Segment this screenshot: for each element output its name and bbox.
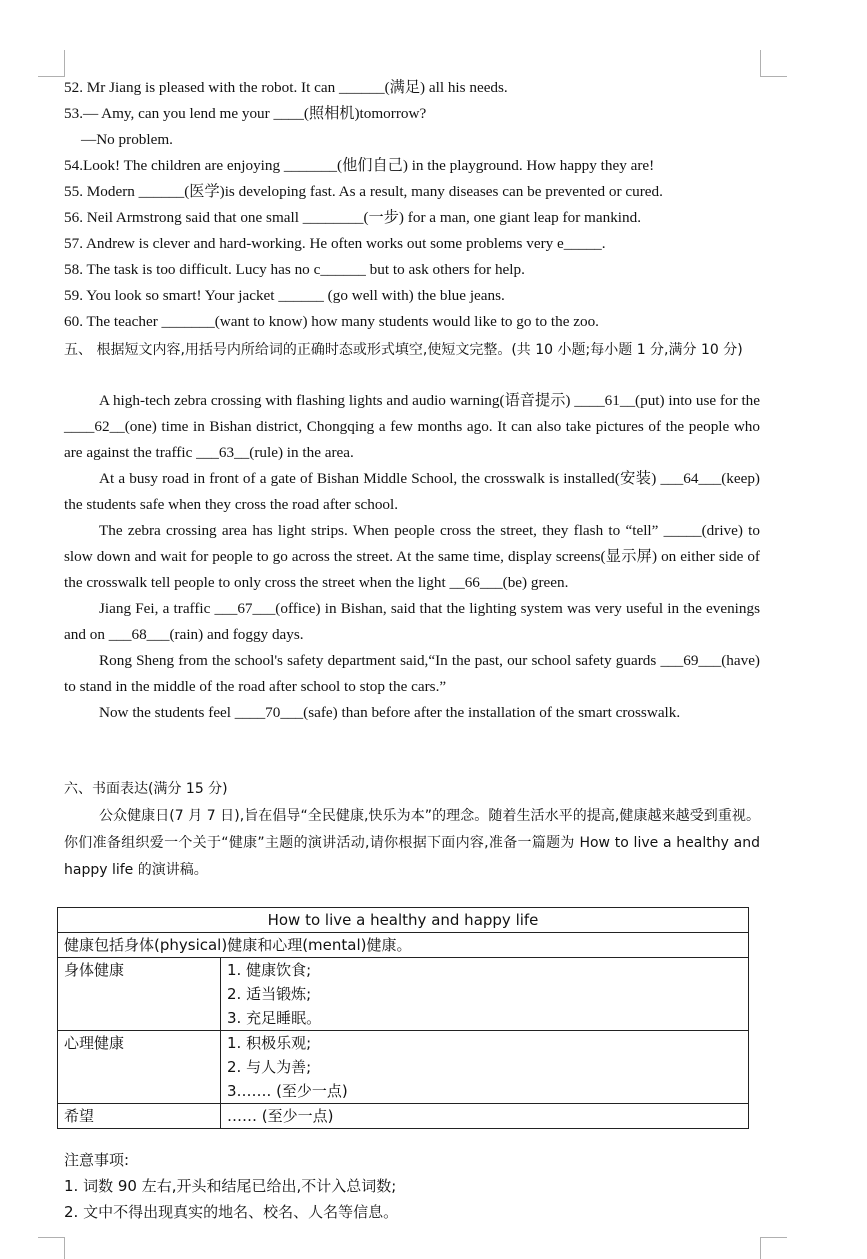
passage-paragraph: Rong Sheng from the school's safety department said,“In the past, our school safety guards ___69___(have) to stand in the middle of the road after school to stop the cars.” bbox=[64, 652, 760, 695]
section-5-title: 五、 根据短文内容,用括号内所给词的正确时态或形式填空,使短文完整。(共 10 小题;每小题 1 分,满分 10 分) bbox=[64, 342, 743, 358]
question-53-a: 53.— Amy, can you lend me your ____(照相机)tomorrow? bbox=[64, 105, 427, 122]
row-items bbox=[221, 1031, 749, 1104]
outline-table bbox=[57, 907, 749, 1129]
page-corner-mark bbox=[760, 50, 787, 77]
section-6-title: 六、书面表达(满分 15 分) bbox=[64, 781, 228, 797]
row-label: 身体健康 bbox=[58, 958, 221, 1031]
question-56: 56. Neil Armstrong said that one small ________(一步) for a man, one giant leap for mankind. bbox=[64, 209, 642, 226]
list-item: 3. 充足睡眠。 bbox=[227, 1009, 322, 1027]
question-59: 59. You look so smart! Your jacket ______ (go well with) the blue jeans. bbox=[64, 287, 505, 304]
table-row bbox=[58, 1104, 749, 1129]
row-items bbox=[221, 958, 749, 1031]
list-item: 1. 积极乐观; bbox=[227, 1034, 312, 1052]
question-58: 58. The task is too difficult. Lucy has no c______ but to ask others for help. bbox=[64, 261, 525, 278]
question-52: 52. Mr Jiang is pleased with the robot. It can ______(满足) all his needs. bbox=[64, 79, 508, 96]
row-label: 希望 bbox=[58, 1104, 221, 1129]
question-54: 54.Look! The children are enjoying _______(他们自己) in the playground. How happy they are! bbox=[64, 157, 655, 174]
table-intro: 健康包括身体(physical)健康和心理(mental)健康。 bbox=[58, 933, 749, 958]
table-title: How to live a healthy and happy life bbox=[58, 908, 749, 933]
writing-prompt: 公众健康日(7 月 7 日),旨在倡导“全民健康,快乐为本”的理念。随着生活水平的提高,健康越来越受到重视。你们准备组织爱一个关于“健康”主题的演讲活动,请你根据下面内容,准备一篇题为 How to live a healthy and happy life 的演讲稿。 bbox=[64, 808, 760, 878]
list-item: 1. 健康饮食; bbox=[227, 961, 312, 979]
table-row bbox=[58, 958, 749, 1031]
page-corner-mark bbox=[760, 1237, 787, 1259]
question-53-b: —No problem. bbox=[81, 131, 173, 148]
list-item: 3……. (至少一点) bbox=[227, 1082, 348, 1100]
passage-paragraph: Now the students feel ____70___(safe) than before after the installation of the smart crosswalk. bbox=[99, 704, 681, 721]
question-57: 57. Andrew is clever and hard-working. He often works out some problems very e_____. bbox=[64, 235, 606, 252]
row-label: 心理健康 bbox=[58, 1031, 221, 1104]
note-item: 2. 文中不得出现真实的地名、校名、人名等信息。 bbox=[64, 1203, 399, 1221]
passage-paragraph: At a busy road in front of a gate of Bishan Middle School, the crosswalk is installed(安装) ___64___(keep) the students safe when they cross the road after school. bbox=[64, 470, 760, 513]
passage-paragraph: A high-tech zebra crossing with flashing lights and audio warning(语音提示) ____61__(put) into use for the ____62__(one) time in Bishan district, Chongqing a few months ago. It can also take pictures of the people who are against the traffic ___63__(rule) in the area. bbox=[64, 392, 760, 461]
list-item: 2. 适当锻炼; bbox=[227, 985, 312, 1003]
note-item: 1. 词数 90 左右,开头和结尾已给出,不计入总词数; bbox=[64, 1177, 397, 1195]
page-corner-mark bbox=[38, 1237, 65, 1259]
passage-paragraph: The zebra crossing area has light strips. When people cross the street, they flash to “tell” _____(drive) to slow down and wait for people to go across the street. At the same time, display screens(显示屏) on either side of the crosswalk tell people to only cross the street when the light __66___(be) green. bbox=[64, 522, 760, 591]
page-corner-mark bbox=[38, 50, 65, 77]
notes-title: 注意事项: bbox=[64, 1151, 130, 1169]
passage-paragraph: Jiang Fei, a traffic ___67___(office) in Bishan, said that the lighting system was very useful in the evenings and on ___68___(rain) and foggy days. bbox=[64, 600, 760, 643]
list-item: 2. 与人为善; bbox=[227, 1058, 312, 1076]
table-row bbox=[58, 1031, 749, 1104]
row-items bbox=[221, 1104, 749, 1129]
list-item: …… (至少一点) bbox=[227, 1107, 334, 1125]
question-55: 55. Modern ______(医学)is developing fast. As a result, many diseases can be prevented or cured. bbox=[64, 183, 663, 200]
cloze-passage bbox=[64, 388, 760, 726]
question-60: 60. The teacher _______(want to know) how many students would like to go to the zoo. bbox=[64, 313, 599, 330]
